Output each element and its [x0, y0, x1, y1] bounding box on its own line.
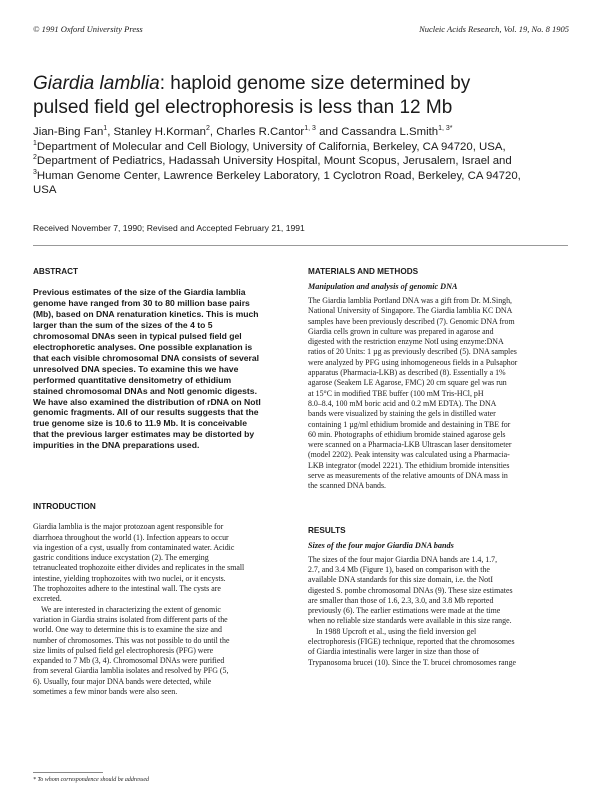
author-name: Cassandra L.Smith [341, 126, 439, 138]
affiliation-continued: USA [33, 184, 57, 196]
author-name: Charles R.Cantor [216, 126, 305, 138]
abstract-line: genomic fragments. All of our results suggests that the [33, 407, 259, 418]
abstract-line: impurities in the DNA preparations used. [33, 440, 200, 451]
introduction-paragraph-1: Giardia lamblia is the major protozoan agent responsible for diarrhoea throughout the world (1). Infection appears to occur via ingestion of a cyst, usually from contaminated water. Acidic gastric conditions induce excystation (2). The emerging tetranucleated trophozoite either divides and replicates in the small intestine, yielding trophozoites with two nuclei, or it encysts. The trophozoites adhere to the intestinal wall. The cysts are excreted. [33, 522, 245, 604]
running-header-copyright: © 1991 Oxford University Press [33, 24, 143, 34]
abstract-line: that each visible chromosomal DNA consists of several [33, 352, 260, 363]
introduction-paragraph-2: We are interested in characterizing the extent of genomic variation in Giardia strains isolated from different parts of the world. One way to determine this is to examine the size and number of chromosomes. This was not possible to do until the size limits of pulsed field gel electrophoresis (PFG) were expanded to 7 Mb (3, 4). Chromosomal DNAs were purified from several Giardia lamblia isolates and resolved by PFG (5, 6). Usually, four major DNA bands were detected, while sometimes a few minor bands were also seen. [33, 604, 230, 697]
footnote-divider [33, 772, 103, 773]
methods-heading: MATERIALS AND METHODS [308, 267, 419, 276]
abstract-line: electrophoretic analyses. One possible explanation is [33, 341, 253, 352]
results-paragraph-1: The sizes of the four major Giardia DNA bands are 1.4, 1.7, 2.7, and 3.4 Mb (Figure 1), based on comparison with the available DNA standards for this size domain, i.e. the NotI digested S. pombe chromosomal DNAs (9). These size estimates are smaller than those of 1.6, 2.3, 3.0, and 3.8 Mb reported previously (6). The earlier estimations were made at the time when no reliable size standards were available in this size range. [308, 554, 513, 626]
abstract-text [33, 287, 290, 451]
correspondence-footnote: * To whom correspondence should be addressed [33, 777, 149, 783]
abstract-line: Previous estimates of the size of the Giardia lamblia [33, 287, 246, 297]
results-heading: RESULTS [308, 525, 346, 535]
title-part-1: : haploid genome size determined by [159, 73, 471, 94]
author-affiliation-mark: 1, 3* [438, 125, 453, 133]
abstract-line: genome have ranged from 30 to 80 million base pairs [33, 297, 250, 308]
abstract-line: true genome size is 10.6 to 11.9 Mb. It is conceivable [33, 418, 247, 429]
author-affiliation-mark: 1 [103, 125, 108, 133]
author-name: Stanley H.Korman [113, 126, 206, 138]
abstract-line: stained chromosomal DNAs and NotI genomic digests. [33, 385, 257, 396]
results-paragraph-2: In 1988 Upcroft et al., using the field inversion gel electrophoresis (FIGE) technique, reported that the chromosomes of Giardia intestinalis were larger in size than those of Trypanosoma brucei (10). Since the T. brucei chromosomes range [308, 626, 517, 667]
author-affiliation-mark: 1, 3 [304, 125, 316, 133]
title-species: Giardia lamblia [33, 73, 160, 94]
left-column [33, 267, 290, 697]
abstract-line: performed quantitative densitometry of ethidium [33, 374, 232, 385]
running-header-journal: Nucleic Acids Research, Vol. 19, No. 8 1905 [419, 24, 569, 34]
received-dates: Received November 7, 1990; Revised and Accepted February 21, 1991 [33, 223, 305, 233]
abstract-line: that the previous larger estimates may be distorted by [33, 429, 255, 440]
affiliation: $^1$Department of Molecular and Cell Biology, University of California, Berkeley, CA 94720, USA, [33, 139, 506, 153]
header-divider [33, 245, 568, 246]
right-column [308, 267, 570, 668]
introduction-heading: INTRODUCTION [33, 502, 96, 512]
abstract-line: chromosomal DNAs seen in typical pulsed field gel [33, 330, 242, 341]
abstract-line: We have also examined the distribution of rDNA on NotI [33, 396, 261, 407]
affiliation: $^2$Department of Pediatrics, Hadassah University Hospital, Mount Scopus, Jerusalem, Israel and [33, 154, 512, 167]
methods-subheading: Manipulation and analysis of genomic DNA [308, 282, 458, 291]
affiliation: $^3$Human Genome Center, Lawrence Berkeley Laboratory, 1 Cyclotron Road, Berkeley, CA 94720, [33, 168, 521, 182]
methods-paragraph: The Giardia lamblia Portland DNA was a gift from Dr. M.Singh, National University of Singapore. The Giardia lamblia KC DNA samples have been previously described (7). Genomic DNA from Giardia cells grown in culture was prepared in agarose and digested with the restriction enzyme NotI using enzyme:DNA ratios of 20 Units: 1 µg as previously described (5). DNA samples were analyzed by PFG using inhomogeneous fields in a Pulsaphor apparatus (Pharmacia-LKB) as described (8). Essentially a 1% agarose (Seakem LE Agarose, FMC) 20 cm square gel was run at 15°C in modified TBE buffer (100 mM Tris-HCl, pH 8.0–8.4, 100 mM boric acid and 0.2 mM EDTA). The DNA bands were visualized by staining the gels in distilled water containing 1 µg/ml ethidium bromide and destaining in TBE for 60 min. Photographs of ethidium bromide stained agarose gels were scanned on a Pharmacia-LKB Ultrascan laser densitometer (model 2202). Peak intensity was calculated using a Pharmacia- LKB integrator (model 2221). The ethidium bromide intensities serve as measurements of the relative amounts of DNA mass in the scanned DNA bands. [308, 296, 518, 491]
title-part-2: pulsed field gel electrophoresis is less than 12 Mb [33, 97, 453, 118]
author-name: Jian-Bing Fan [33, 126, 104, 138]
abstract-heading: ABSTRACT [33, 267, 79, 276]
author-affiliation-mark: 2 [205, 125, 210, 133]
author-list: Jian-Bing Fan$^1$, Stanley H.Korman$^2$, Charles R.Cantor$^{1, 3}$ and Cassandra L.Smith$^{1, 3*}$ [33, 125, 453, 138]
abstract-line: unresolved DNA species. To examine this we have [33, 363, 239, 374]
article-title [33, 72, 573, 120]
abstract-line: larger than the sum of the sizes of the 4 to 5 [33, 319, 213, 330]
results-subheading: Sizes of the four major Giardia DNA bands [308, 540, 454, 550]
author-block [33, 125, 578, 198]
abstract-line: (Mb), based on DNA renaturation kinetics. This is much [33, 308, 259, 319]
